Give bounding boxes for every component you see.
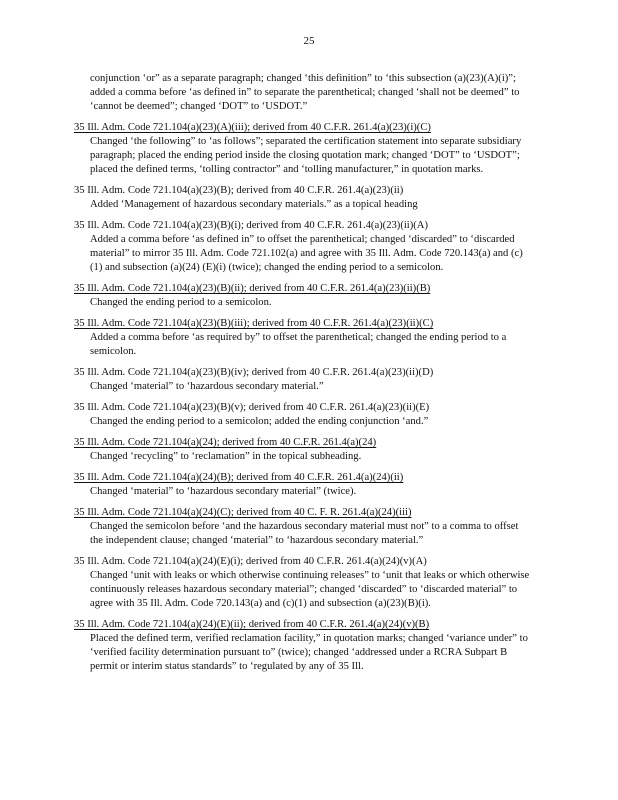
page-number: 25 [303,35,315,47]
source-citation-heading: 35 Ill. Adm. Code 721.104(a)(24); derived from 40 C.F.R. 261.4(a)(24) [74,437,377,448]
source-citation-heading: 35 Ill. Adm. Code 721.104(a)(23)(B)(i); derived from 40 C.F.R. 261.4(a)(23)(ii)(A) [74,220,428,231]
source-note-entry [74,184,530,212]
source-note-entry [74,121,530,177]
source-note-entry [74,555,530,611]
source-note-text: Placed the defined term, verified reclamation facility,” in quotation marks; changed ‘variance under” to ‘verified facility determination pursuant to” (twice); changed ‘addressed under a RCRA Subpart B permit or interim status standards” to ‘regulated by any of 35 Ill. [90,633,528,672]
source-citation-heading: 35 Ill. Adm. Code 721.104(a)(23)(A)(iii); derived from 40 C.F.R. 261.4(a)(23)(i)(C) [74,122,431,133]
source-note-entry [74,471,530,499]
source-note-entry [74,401,530,429]
source-citation-heading: 35 Ill. Adm. Code 721.104(a)(24)(B); derived from 40 C.F.R. 261.4(a)(24)(ii) [74,472,404,483]
source-citation-heading: 35 Ill. Adm. Code 721.104(a)(23)(B); derived from 40 C.F.R. 261.4(a)(23)(ii) [74,185,404,196]
source-note-text: Added ‘Management of hazardous secondary materials.” as a topical heading [90,199,418,210]
source-citation-heading: 35 Ill. Adm. Code 721.104(a)(23)(B)(ii); derived from 40 C.F.R. 261.4(a)(23)(ii)(B) [74,283,431,294]
source-note-text: Changed ‘unit with leaks or which otherwise continuing releases” to ‘unit that leaks or which otherwise continuously releases hazardous secondary material”; changed ‘discarded” to ‘discarded material” to agree with 35 Ill. Adm. Code 720.143(a) and (c)(1) and subsection (a)(23)(B)(i). [90,570,530,609]
source-citation-heading: 35 Ill. Adm. Code 721.104(a)(23)(B)(iv); derived from 40 C.F.R. 261.4(a)(23)(ii)(D) [74,367,434,378]
continued-paragraph: conjunction ‘or” as a separate paragraph; changed ‘this definition” to ‘this subsection (a)(23)(A)(i)”; added a comma before ‘as defined in” to separate the parenthetical; changed ‘shall not be deemed” to ‘cannot be deemed”; changed ‘DOT” to ‘USDOT.” [90,73,520,112]
source-note-text: Changed ‘material” to ‘hazardous secondary material.” [90,381,324,392]
source-note-entry [74,618,530,674]
document-body [74,72,530,681]
source-note-text: Changed ‘recycling” to ‘reclamation” in the topical subheading. [90,451,362,462]
source-note-text: Changed ‘material” to ‘hazardous secondary material” (twice). [90,486,357,497]
source-note-entry [74,436,530,464]
source-note-text: Changed ‘the following” to ‘as follows”; separated the certification statement into separate subsidiary paragraph; placed the ending period inside the closing quotation mark; changed ‘DOT” to ‘USDOT”; placed the defined terms, ‘tolling contractor” and ‘tolling manufacturer,” in quotation marks. [90,136,522,175]
source-note-entry [74,506,530,548]
source-note-text: Added a comma before ‘as required by” to offset the parenthetical; changed the ending period to a semicolon. [90,332,507,357]
source-note-entry [74,366,530,394]
source-note-text: Changed the ending period to a semicolon. [90,297,272,308]
source-note-entry [74,282,530,310]
source-citation-heading: 35 Ill. Adm. Code 721.104(a)(24)(E)(i); derived from 40 C.F.R. 261.4(a)(24)(v)(A) [74,556,427,567]
source-note-text: Changed the ending period to a semicolon; added the ending conjunction ‘and.” [90,416,429,427]
source-citation-heading: 35 Ill. Adm. Code 721.104(a)(24)(C); derived from 40 C. F. R. 261.4(a)(24)(iii) [74,507,412,518]
source-note-text: Added a comma before ‘as defined in” to offset the parenthetical; changed ‘discarded” to ‘discarded material” to mirror 35 Ill. Adm. Code 721.102(a) and agree with 35 Ill. Adm. Code 720.143(a) and (c)(1) and subsection (a)(24) (E)(i) (twice); changed the ending period to a semicolon. [90,234,523,273]
source-note-text: Changed the semicolon before ‘and the hazardous secondary material must not” to a comma to offset the independent clause; changed ‘material” to ‘hazardous secondary material.” [90,521,519,546]
source-note-entry [74,219,530,275]
source-citation-heading: 35 Ill. Adm. Code 721.104(a)(23)(B)(v); derived from 40 C.F.R. 261.4(a)(23)(ii)(E) [74,402,430,413]
source-citation-heading: 35 Ill. Adm. Code 721.104(a)(23)(B)(iii); derived from 40 C.F.R. 261.4(a)(23)(ii)(C) [74,318,434,329]
source-note-entry [74,317,530,359]
source-citation-heading: 35 Ill. Adm. Code 721.104(a)(24)(E)(ii); derived from 40 C.F.R. 261.4(a)(24)(v)(B) [74,619,430,630]
